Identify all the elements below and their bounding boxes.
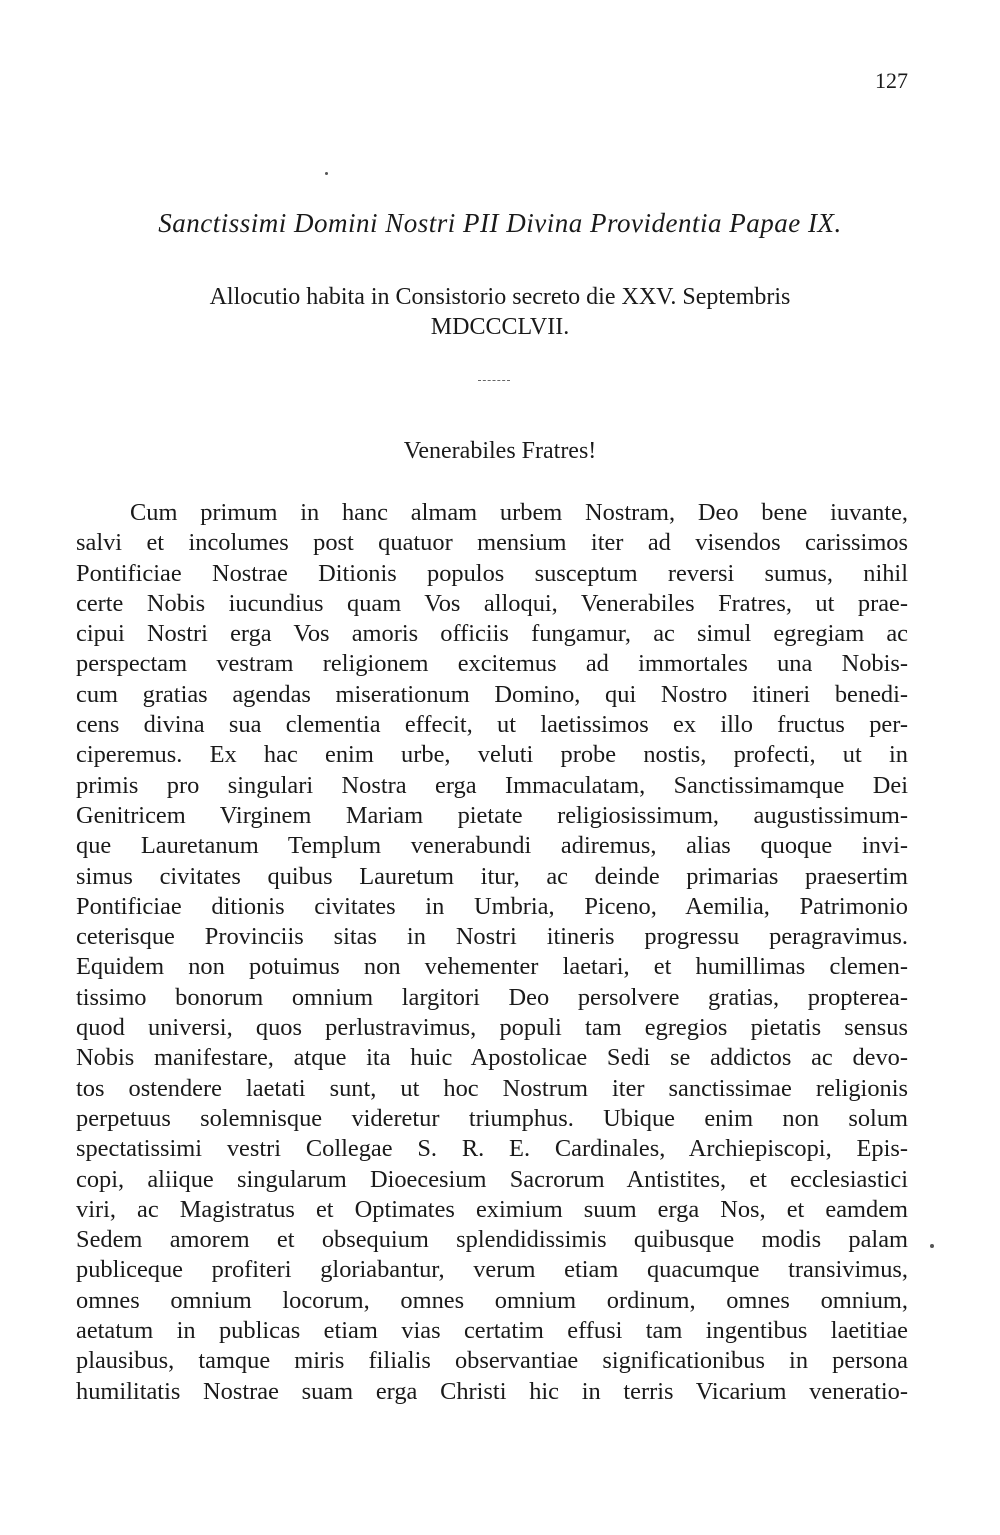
document-subtitle — [0, 282, 1000, 342]
subtitle-line: Allocutio habita in Consistorio secreto die XXV. Septembris — [209, 284, 791, 310]
text-line: cens divina sua clementia effecit, ut laetissimos ex illo fructus per- — [76, 711, 908, 739]
text-line: cum gratias agendas miserationum Domino, qui Nostro itineri benedi- — [76, 680, 908, 708]
document-title: Sanctissimi Domini Nostri PII Divina Providentia Papae IX. — [158, 208, 842, 238]
text-line: certe Nobis iucundius quam Vos alloqui, Venerabiles Fratres, ut prae- — [76, 589, 908, 617]
text-line: copi, aliique singularum Dioecesium Sacrorum Antistites, et ecclesiastici — [76, 1165, 908, 1193]
page-number: 127 — [875, 68, 908, 93]
text-line: ceterisque Provinciis sitas in Nostri itineris progressu peragravimus. — [76, 923, 908, 951]
text-line: ciperemus. Ex hac enim urbe, veluti probe nostis, profecti, ut in — [76, 741, 908, 769]
text-line: quod universi, quos perlustravimus, populi tam egregios pietatis sensus — [76, 1014, 908, 1042]
text-line: Pontificiae ditionis civitates in Umbria, Piceno, Aemilia, Patrimonio — [76, 892, 908, 920]
text-line: Cum primum in hanc almam urbem Nostram, Deo bene iuvante, — [130, 499, 908, 526]
print-speck — [930, 1244, 934, 1248]
text-line: viri, ac Magistratus et Optimates eximium suum erga Nos, et eamdem — [76, 1195, 908, 1223]
text-line: primis pro singulari Nostra erga Immaculatam, Sanctissimamque Dei — [76, 771, 908, 799]
text-line: humilitatis Nostrae suam erga Christi hic in terris Vicarium veneratio- — [76, 1377, 908, 1405]
text-line: publiceque profiteri gloriabantur, verum etiam quacumque transivimus, — [76, 1256, 908, 1284]
subtitle-line: MDCCCLVII. — [430, 314, 570, 340]
text-line: perpetuus solemnisque videretur triumphus. Ubique enim non solum — [76, 1104, 908, 1132]
text-line: tos ostendere laetati sunt, ut hoc Nostrum iter sanctissimae religionis — [76, 1074, 908, 1102]
text-line: plausibus, tamque miris filialis observantiae significationibus in persona — [76, 1347, 908, 1375]
text-line: Nobis manifestare, atque ita huic Apostolicae Sedi se addictos ac devo- — [76, 1044, 908, 1072]
text-line: Pontificiae Nostrae Ditionis populos susceptum reversi sumus, nihil — [76, 559, 908, 587]
body-paragraph — [76, 498, 908, 1407]
text-line: que Lauretanum Templum venerabundi adiremus, alias quoque invi- — [76, 832, 908, 860]
text-line: omnes omnium locorum, omnes omnium ordinum, omnes omnium, — [76, 1286, 908, 1314]
text-line: simus civitates quibus Lauretum itur, ac deinde primarias praesertim — [76, 862, 908, 890]
print-speck — [325, 172, 328, 175]
salutation: Venerabiles Fratres! — [403, 438, 597, 464]
text-line: cipui Nostri erga Vos amoris officiis fungamur, ac simul egregiam ac — [76, 620, 908, 648]
text-line: spectatissimi vestri Collegae S. R. E. Cardinales, Archiepiscopi, Epis- — [76, 1135, 908, 1163]
text-line: aetatum in publicas etiam vias certatim effusi tam ingentibus laetitiae — [76, 1317, 908, 1345]
text-line: tissimo bonorum omnium largitori Deo persolvere gratias, propterea- — [76, 983, 908, 1011]
section-divider — [478, 380, 510, 381]
text-line: Genitricem Virginem Mariam pietate religiosissimum, augustissimum- — [76, 801, 908, 829]
text-line: salvi et incolumes post quatuor mensium iter ad visendos carissimos — [76, 529, 908, 557]
text-line: Equidem non potuimus non vehementer laetari, et humillimas clemen- — [76, 953, 908, 981]
text-line: perspectam vestram religionem excitemus ad immortales una Nobis- — [76, 650, 908, 678]
text-line: Sedem amorem et obsequium splendidissimis quibusque modis palam — [76, 1226, 908, 1254]
